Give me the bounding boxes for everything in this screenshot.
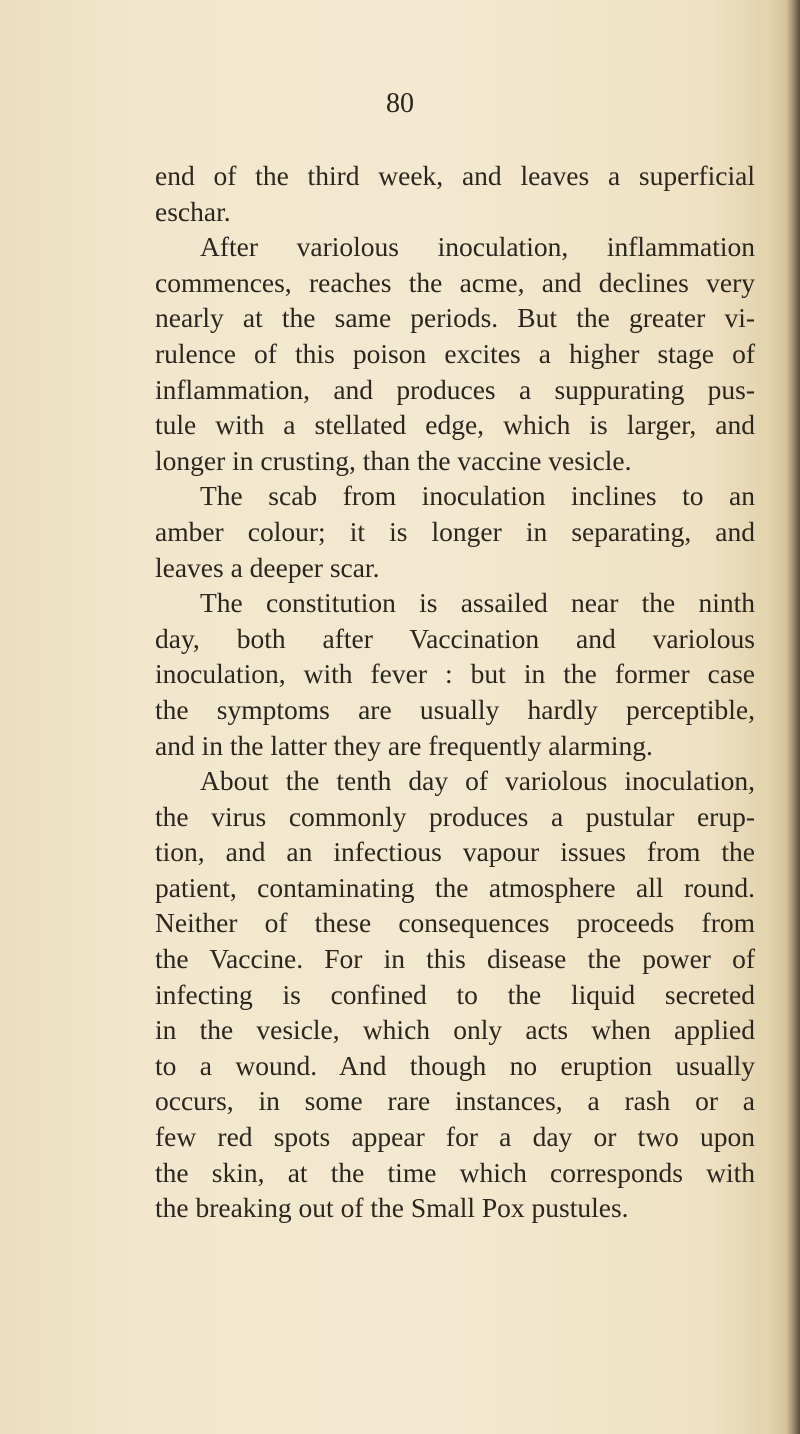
text-line: few red spots appear for a day or two upon xyxy=(155,1121,755,1153)
body-text xyxy=(155,158,755,1226)
text-line: amber colour; it is longer in separating, and xyxy=(155,515,755,547)
text-line: rulence of this poison excites a higher stage of xyxy=(155,337,755,369)
text-line: tion, and an infectious vapour issues from the xyxy=(155,836,755,868)
text-line: Neither of these consequences proceeds from xyxy=(155,907,755,939)
text-line: About the tenth day of variolous inoculation, xyxy=(200,765,755,797)
text-line: After variolous inoculation, inflammation xyxy=(200,231,755,263)
page-edge-shadow xyxy=(786,0,800,1434)
text-line: leaves a deeper scar. xyxy=(155,551,380,583)
text-line: the virus commonly produces a pustular erup- xyxy=(155,800,755,832)
text-line: day, both after Vaccination and variolous xyxy=(155,622,755,654)
text-line: the symptoms are usually hardly perceptible, xyxy=(155,693,755,725)
text-line: The constitution is assailed near the ninth xyxy=(200,587,755,619)
text-line: The scab from inoculation inclines to an xyxy=(200,480,755,512)
text-line: longer in crusting, than the vaccine vesicle. xyxy=(155,444,632,476)
text-line: the skin, at the time which corresponds with xyxy=(155,1156,755,1188)
text-line: tule with a stellated edge, which is larger, and xyxy=(155,409,755,441)
text-line: the breaking out of the Small Pox pustules. xyxy=(155,1192,629,1224)
text-line: end of the third week, and leaves a superficial xyxy=(155,160,755,191)
text-line: eschar. xyxy=(155,195,231,227)
page-number: 80 xyxy=(386,88,414,119)
text-line: the Vaccine. For in this disease the power of xyxy=(155,943,755,975)
text-line: inoculation, with fever : but in the former case xyxy=(155,658,755,690)
text-line: and in the latter they are frequently alarming. xyxy=(155,729,653,761)
text-line: commences, reaches the acme, and declines very xyxy=(155,266,755,298)
text-line: in the vesicle, which only acts when applied xyxy=(155,1014,755,1046)
text-line: infecting is confined to the liquid secreted xyxy=(155,978,755,1010)
text-line: occurs, in some rare instances, a rash or a xyxy=(155,1085,755,1117)
text-line: to a wound. And though no eruption usually xyxy=(155,1049,755,1081)
text-line: nearly at the same periods. But the greater vi- xyxy=(155,302,755,334)
text-line: inflammation, and produces a suppurating pus- xyxy=(155,373,755,405)
text-line: patient, contaminating the atmosphere all round. xyxy=(155,871,755,903)
